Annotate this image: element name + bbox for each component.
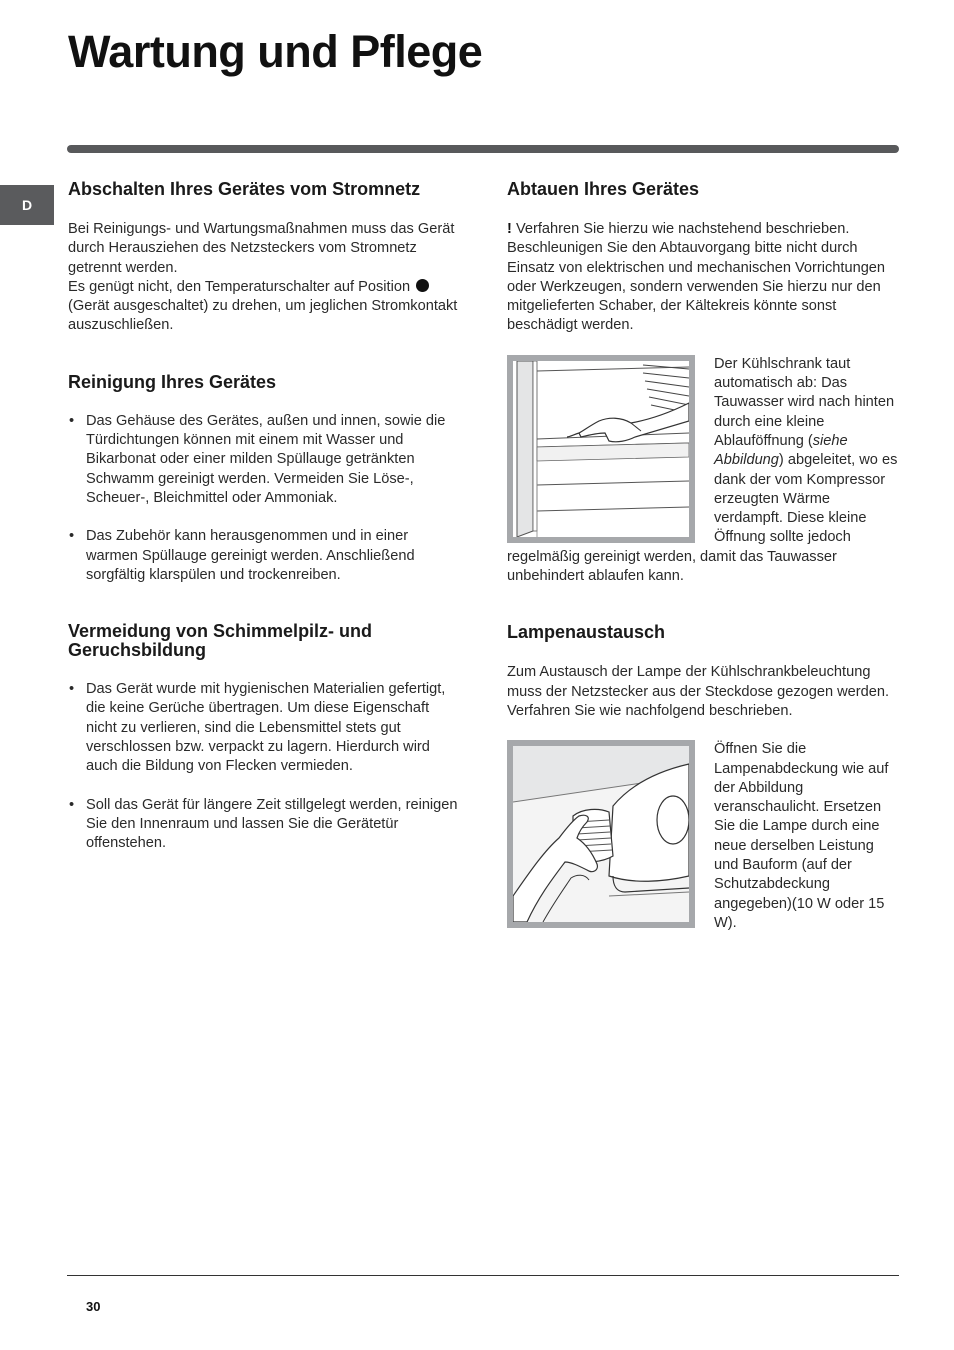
defrost-text-italic: siehe Abbildung <box>714 432 848 469</box>
section-defrost <box>507 180 899 586</box>
warning-icon: ! <box>507 221 512 237</box>
section-heading-mold-prevention: Vermeidung von Schimmelpilz- und Geruchsbildung <box>68 621 373 661</box>
lamp-instruction-paragraph: Öffnen Sie die Lampenabdeckung wie auf der Abbildung veranschaulicht. Ersetzen Sie die Lampe durch eine neue derselben Leistung und Bauform (auf der Schutzabdeckung angegeben)(10 W oder 15 W). <box>714 741 889 931</box>
defrost-text-after: ) abgeleitet, wo es dank der vom Kompressor erzeugten Wärme verdampft. Diese kleine Öffnung sollte jedoch regelmäßig gereinigt werden, damit das Tauwasser unbehindert ablaufen kann. <box>507 452 898 585</box>
defrost-figure-block <box>507 355 899 587</box>
defrost-drain-illustration <box>507 355 695 543</box>
defrost-warning <box>507 220 899 336</box>
section-heading-lamp-replacement: Lampenaustausch <box>507 622 666 643</box>
footer-rule <box>67 1275 899 1276</box>
page-title: Wartung und Pflege <box>68 26 483 77</box>
defrost-warning-text: Verfahren Sie hierzu wie nachstehend beschrieben. Beschleunigen Sie den Abtauvorgang bitte nicht durch Einsatz von elektrischen und mechanischen Vorrichtungen oder Werkzeugen, sondern verwenden Sie hierzu nur den mitgelieferten Schaber, der Kältekreis könnte sonst beschädigt werden. <box>507 221 886 334</box>
disconnect-paragraph: Bei Reinigungs- und Wartungsmaßnahmen muss das Gerät durch Herausziehen des Netzsteckers vom Stromnetz getrennt werden. <box>68 221 455 276</box>
off-position-icon <box>416 279 429 292</box>
section-mold-prevention <box>68 622 460 853</box>
section-heading-disconnect: Abschalten Ihres Gerätes vom Stromnetz <box>68 179 421 199</box>
defrost-text-before: Der Kühlschrank taut automatisch ab: Das Tauwasser wird nach hinten durch eine kleine Ablauföffnung ( <box>714 355 895 449</box>
list-item: • Soll das Gerät für längere Zeit stillgelegt werden, reinigen Sie den Innenraum und lassen Sie die Gerätetür offenstehen. <box>68 796 460 854</box>
disconnect-text-before-symbol: Es genügt nicht, den Temperaturschalter auf Position <box>68 278 411 295</box>
left-column <box>68 180 460 854</box>
section-heading-defrost: Abtauen Ihres Gerätes <box>507 179 700 199</box>
disconnect-position-paragraph <box>68 278 460 336</box>
header-rule <box>67 145 899 153</box>
disconnect-text-after-symbol: (Gerät ausgeschaltet) zu drehen, um jeglichen Stromkontakt auszuschließen. <box>68 298 458 334</box>
language-tab: D <box>0 185 54 225</box>
lamp-figure-block <box>507 740 899 933</box>
list-item: • Das Gerät wurde mit hygienischen Materialien gefertigt, die keine Gerüche übertragen. Um diese Eigenschaft nicht zu verlieren, sind die Lebensmittel stets gut verschlossen bzw. verpackt zu lagern. Hierdurch wird auch die Bildung von Flecken vermieden. <box>68 680 460 776</box>
section-lamp-replacement <box>507 623 899 933</box>
section-heading-cleaning: Reinigung Ihres Gerätes <box>68 371 277 392</box>
list-item: • Das Gehäuse des Gerätes, außen und innen, sowie die Türdichtungen können mit einem mit Wasser und Bikarbonat oder einer milden Spüllauge getränkten Schwamm gereinigt werden. Vermeiden Sie Löse-, Scheuer-, Bleichmittel oder Ammoniak. <box>68 412 460 508</box>
page-number: 30 <box>86 1299 101 1314</box>
list-item: • Das Zubehör kann herausgenommen und in einer warmen Spüllauge gereinigt werden. Anschließend sorgfältig klarspülen und trockenreiben. <box>68 527 460 585</box>
lamp-replacement-illustration <box>507 740 695 928</box>
right-column <box>507 180 899 933</box>
lamp-paragraph: Zum Austausch der Lampe der Kühlschrankbeleuchtung muss der Netzstecker aus der Steckdose gezogen werden. Verfahren Sie wie nachfolgend beschrieben. <box>507 664 890 719</box>
cleaning-list <box>68 412 460 585</box>
section-cleaning <box>68 373 460 585</box>
section-disconnect <box>68 180 460 336</box>
mold-prevention-list <box>68 680 460 853</box>
